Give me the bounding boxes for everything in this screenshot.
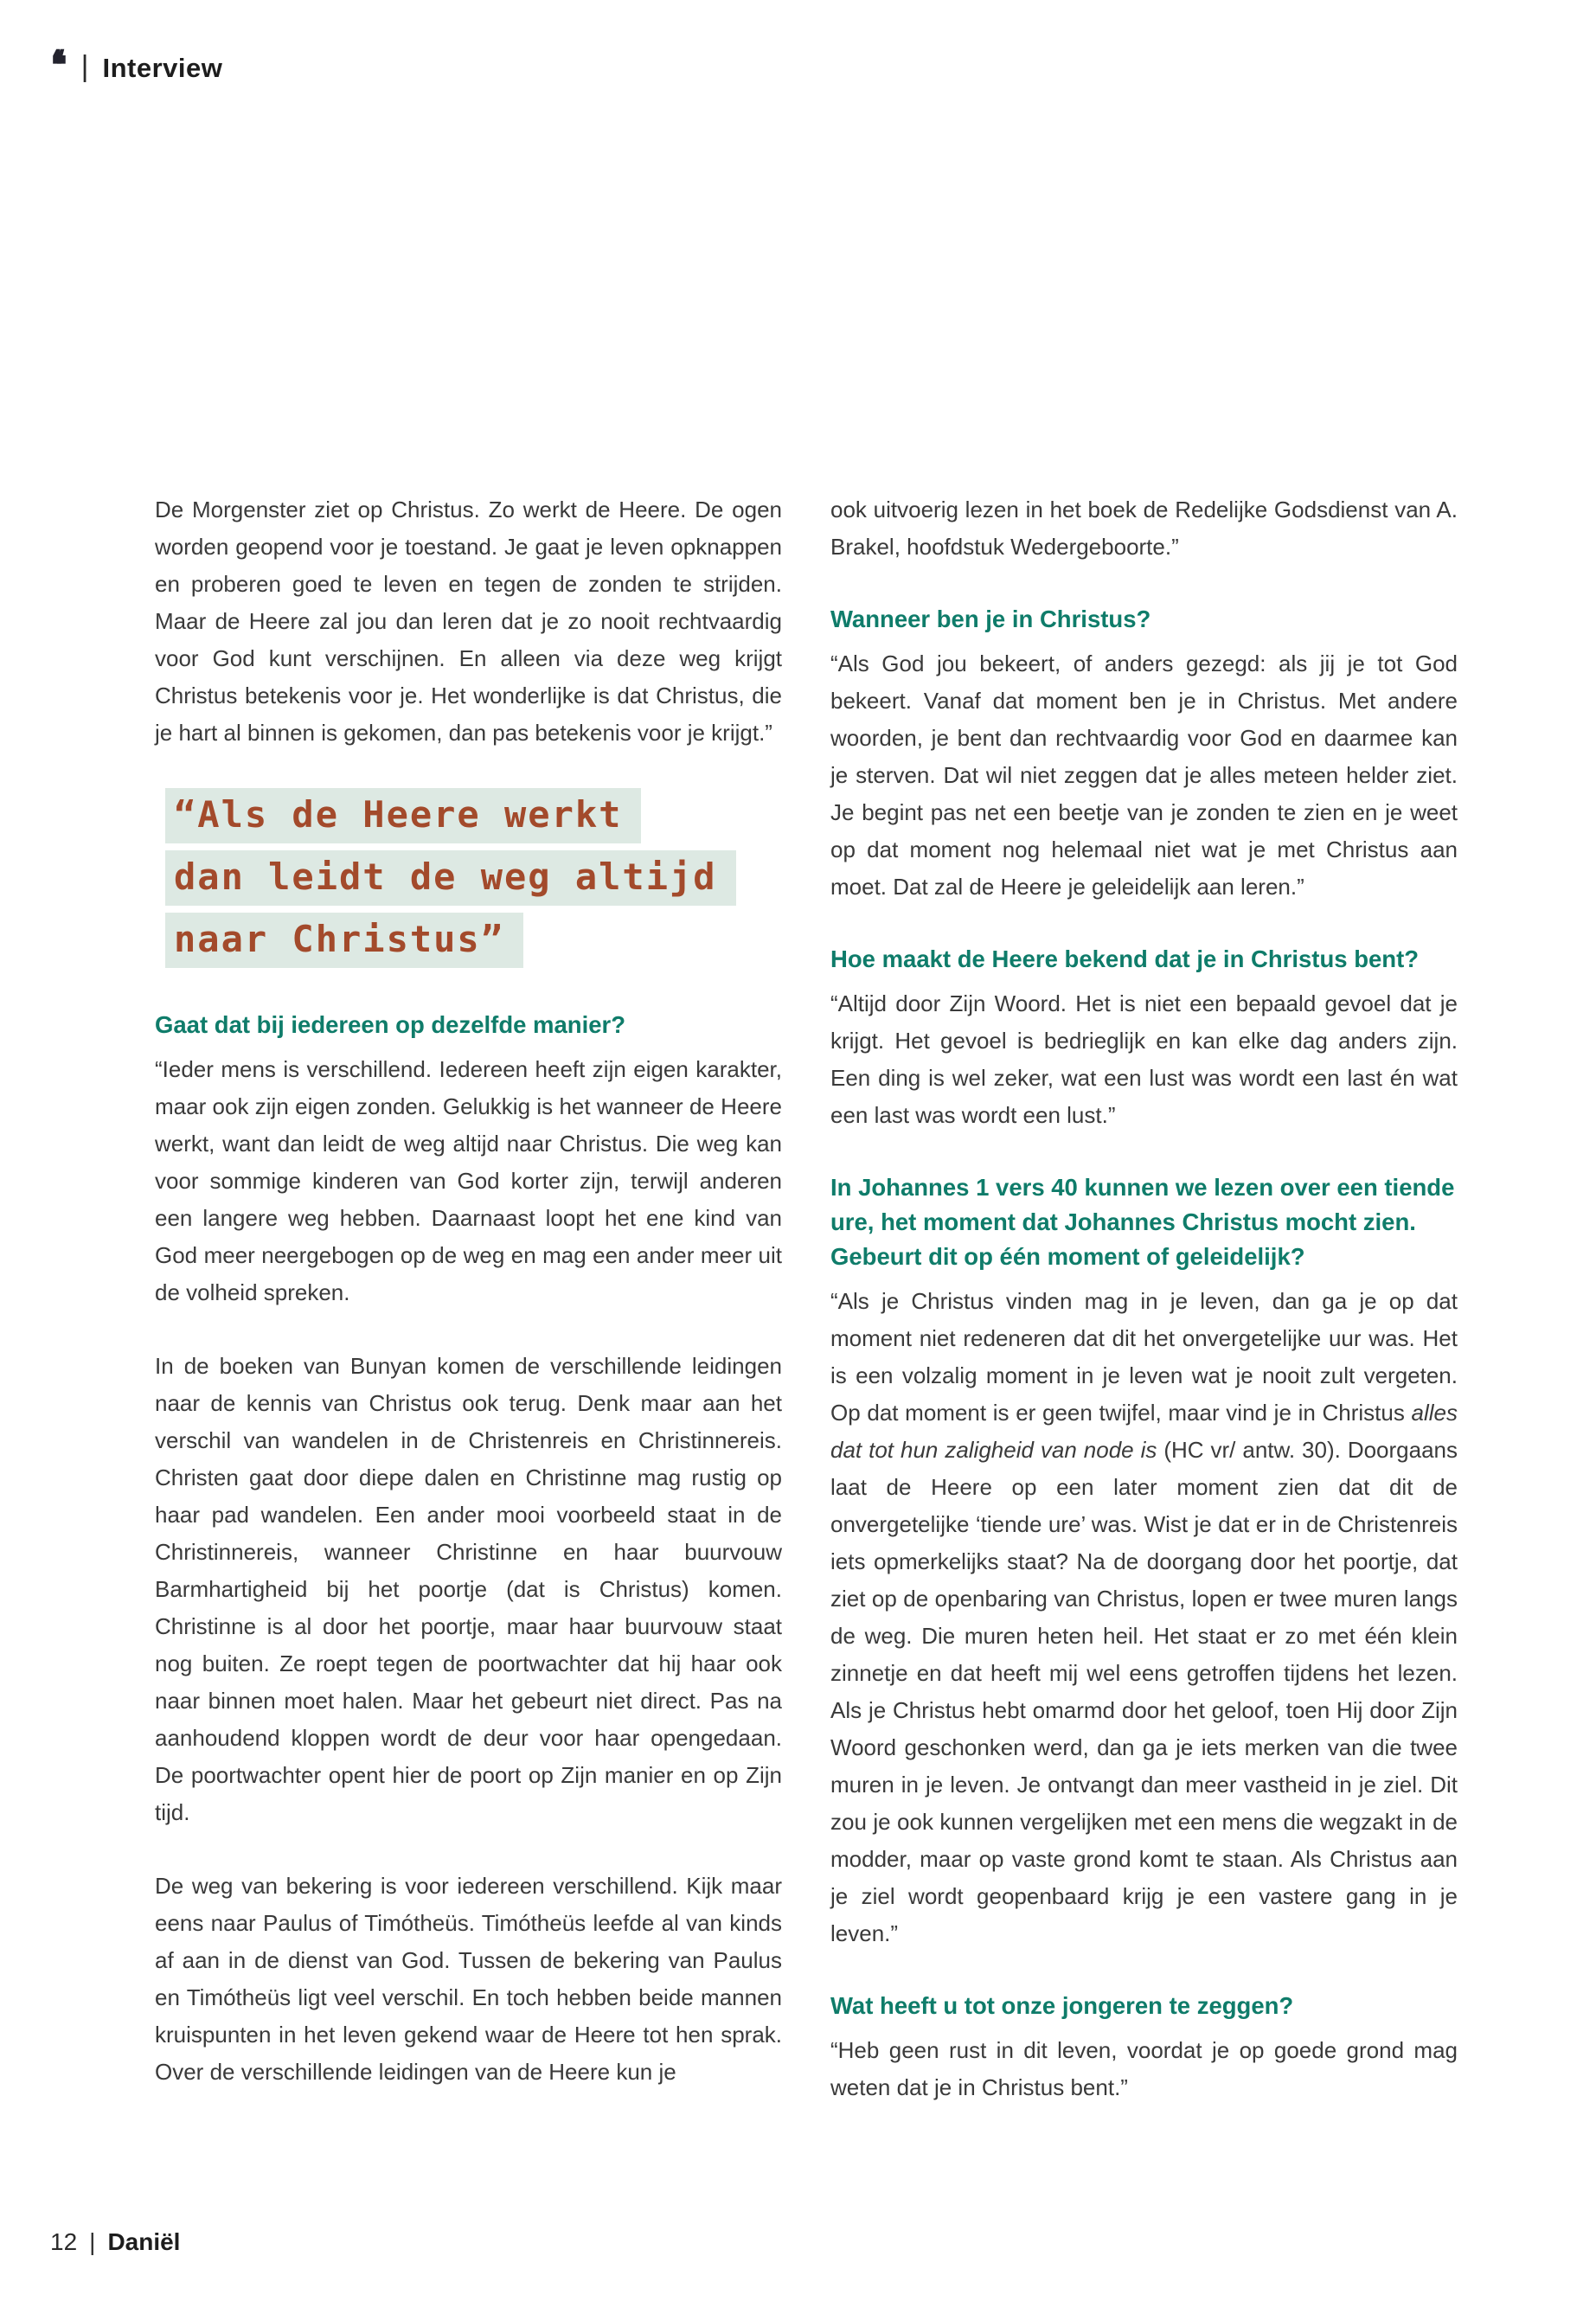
section-label: Interview	[102, 53, 223, 83]
quotes-icon: ❛❛	[50, 42, 59, 87]
answer-paragraph: “Als God jou bekeert, of anders gezegd: als jij je tot God bekeert. Vanaf dat moment ben je in Christus. Met andere woorden, je bent dan rechtvaardig voor God en daarmee kan je sterven. Dat wil niet zeggen dat je alles meteen helder ziet. Je begint pas net een beetje van je zonden te zien en je weet op dat moment nog helemaal niet wat je met Christus aan moet. Dat zal de Heere je geleidelijk aan leren.”	[830, 651, 1458, 900]
pull-quote-line: naar Christus”	[165, 913, 523, 968]
answer-paragraph: “Heb geen rust in dit leven, voordat je op goede grond mag weten dat je in Christus bent.”	[830, 2037, 1458, 2100]
pull-quote-row	[165, 913, 782, 968]
answer-text-italic: alles dat tot hun zaligheid van node is	[830, 1400, 1458, 1463]
header-divider: |	[80, 49, 89, 83]
continuation-paragraph: ook uitvoerig lezen in het boek de Redelijke Godsdienst van A. Brakel, hoofdstuk Wedergeboorte.”	[830, 497, 1458, 560]
answer-paragraph: In de boeken van Bunyan komen de verschillende leidingen naar de kennis van Christus ook terug. Denk maar aan het verschil van wandelen in de Christenreis en Christinnereis. Christen gaat door diepe dalen en Christinne mag rustig op haar pad wandelen. Een ander mooi voorbeeld staat in de Christinnereis, wanneer Christinne en haar buurvouw Barmhartigheid bij het poortje (dat is Christus) komen. Christinne is al door het poortje, maar haar buurvouw staat nog buiten. Ze roept tegen de poortwachter dat hij haar ook naar binnen moet halen. Maar het gebeurt niet direct. Pas na aanhoudend kloppen wordt de deur voor haar opengedaan. De poortwachter opent hier de poort op Zijn manier en op Zijn tijd.	[155, 1353, 782, 1825]
answer-text: (HC vr/ antw. 30). Doorgaans laat de Heere op een later moment zien dat dit de onvergetelijke ‘tiende ure’ was. Wist je dat er in de Christenreis iets opmerkelijks staat? Na de doorgang door het poortje, dat ziet op de openbaring van Christus, lopen er twee muren langs de weg. Die muren heten heil. Het staat er zo met één klein zinnetje en dat heeft mij wel eens getroffen tijdens het lezen. Als je Christus hebt omarmd door het geloof, toen Hij door Zijn Woord geschonken werd, dan ga je iets merken van die twee muren in je leven. Je ontvangt dan meer vastheid in je ziel. Dit zou je ook kunnen vergelijken met een mens die wegzakt in de modder, maar op vaste grond komt te staan. Als Christus aan je ziel wordt geopenbaard krijg je een vastere gang in je leven.”	[830, 1437, 1458, 1946]
article-body	[155, 491, 1458, 2143]
question-heading: Hoe maakt de Heere bekend dat je in Christus bent?	[830, 945, 1420, 972]
question-heading: In Johannes 1 vers 40 kunnen we lezen over een tiende ure, het moment dat Johannes Christus mocht zien. Gebeurt dit op één moment of geleidelijk?	[830, 1174, 1455, 1270]
pull-quote-row	[165, 850, 782, 906]
page-number: 12	[50, 2228, 78, 2255]
intro-paragraph: De Morgenster ziet op Christus. Zo werkt de Heere. De ogen worden geopend voor je toestand. Je gaat je leven opknappen en proberen goed te leven en tegen de zonden te strijden. Maar de Heere zal jou dan leren dat je zo nooit rechtvaardig voor God kunt verschijnen. En alleen via deze weg krijgt Christus betekenis voor je. Het wonderlijke is dat Christus, die je hart al binnen is gekomen, dan pas betekenis voor je krijgt.”	[155, 497, 782, 746]
pull-quote-row	[165, 788, 782, 843]
page-footer	[50, 2228, 180, 2256]
answer-paragraph: “Ieder mens is verschillend. Iedereen heeft zijn eigen karakter, maar ook zijn eigen zonden. Gelukkig is het wanneer de Heere werkt, want dan leidt de weg altijd naar Christus. Die weg kan voor sommige kinderen van God korter zijn, terwijl anderen een langere weg hebben. Daarnaast loopt het ene kind van God meer neergebogen op de weg en mag een ander meer uit de volheid spreken.	[155, 1056, 782, 1305]
pull-quote	[165, 788, 782, 968]
column-left	[155, 491, 782, 2143]
answer-text: “Als je Christus vinden mag in je leven, dan ga je op dat moment niet redeneren dat dit het onvergetelijke uur was. Het is een volzalig moment in je leven wat je nooit zult vergeten. Op dat moment is er geen twijfel, maar vind je in Christus	[830, 1288, 1458, 1426]
page-header	[50, 42, 223, 88]
column-right	[830, 491, 1458, 2143]
footer-divider: |	[89, 2228, 96, 2255]
question-heading: Wanneer ben je in Christus?	[830, 606, 1151, 632]
answer-paragraph: “Altijd door Zijn Woord. Het is niet een bepaald gevoel dat je krijgt. Het gevoel is bedrieglijk en kan elke dag anders zijn. Een ding is wel zeker, wat een lust was wordt een last én wat een last was wordt een lust.”	[830, 990, 1458, 1128]
answer-paragraph: De weg van bekering is voor iedereen verschillend. Kijk maar eens naar Paulus of Timótheüs. Timótheüs leefde al van kinds af aan in de dienst van God. Tussen de bekering van Paulus en Timótheüs ligt veel verschil. En toch hebben beide mannen kruispunten in het leven gekend waar de Heere tot hen sprak. Over de verschillende leidingen van de Heere kun je	[155, 1873, 782, 2085]
answer-paragraph	[830, 1283, 1458, 1952]
magazine-title: Daniël	[107, 2228, 181, 2255]
pull-quote-line: “Als de Heere werkt	[165, 788, 641, 843]
pull-quote-line: dan leidt de weg altijd	[165, 850, 736, 906]
question-heading: Wat heeft u tot onze jongeren te zeggen?	[830, 1992, 1294, 2019]
question-heading: Gaat dat bij iedereen op dezelfde manier?	[155, 1011, 626, 1038]
